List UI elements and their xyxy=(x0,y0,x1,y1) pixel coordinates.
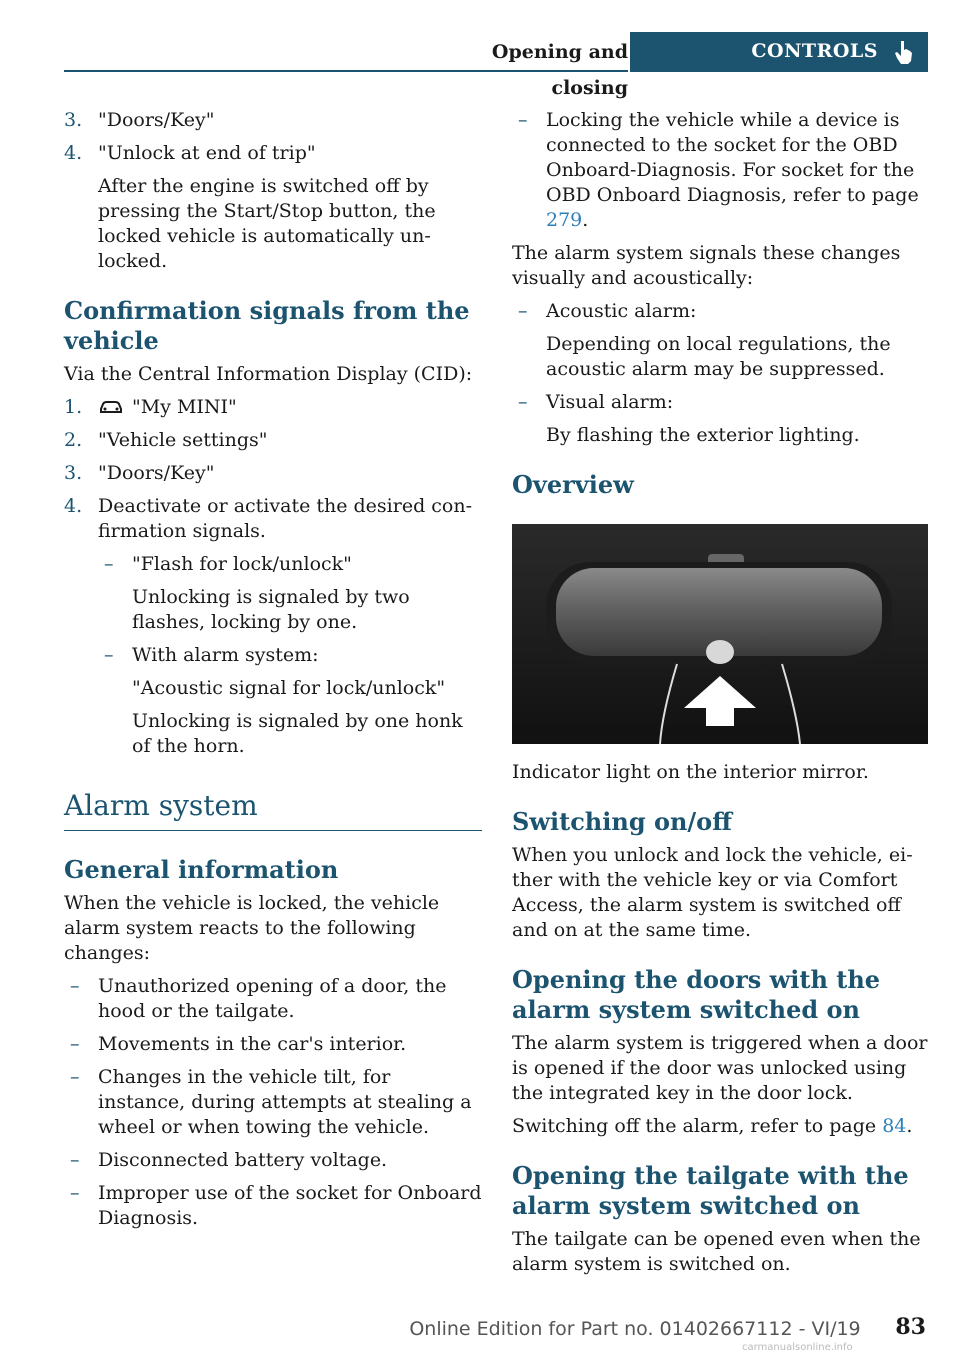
visual-alarm-description: By flashing the exterior lighting. xyxy=(546,424,860,446)
heading-overview: Overview xyxy=(512,470,634,499)
tailgate-text: The tailgate can be opened even when the alarm system is switched on. xyxy=(512,1228,921,1275)
interior-mirror-photo xyxy=(512,524,928,744)
heading-general-information: General information xyxy=(64,855,339,884)
page-number: 83 xyxy=(895,1314,926,1340)
list-item: 3. "Doors/Key" xyxy=(64,109,215,131)
list-item: – With alarm system: xyxy=(104,644,319,666)
list-item: – Changes in the vehicle tilt, for instance, during attempts at stealing a wheel or when towing the vehicle. xyxy=(70,1066,472,1138)
figure-caption: Indicator light on the interior mirror. xyxy=(512,761,869,783)
list-item: 4. Deactivate or activate the desired confirmation signals. xyxy=(64,495,473,542)
general-text: When the vehicle is locked, the vehicle alarm system reacts to the following changes: xyxy=(64,892,440,964)
car-icon xyxy=(98,399,124,415)
heading-alarm-system: Alarm system xyxy=(64,789,482,831)
hand-pointer-icon xyxy=(892,39,916,65)
watermark: carmanualsonline.info xyxy=(742,1342,853,1353)
list-item: – Improper use of the socket for Onboard Diagnosis. xyxy=(70,1182,482,1229)
page-link-84[interactable]: 84 xyxy=(882,1115,907,1137)
list-item: 1. "My MINI" xyxy=(64,396,237,418)
switch-off-text: Switching off the alarm, refer to page 84. xyxy=(512,1115,913,1137)
heading-switching: Switching on/off xyxy=(512,807,732,836)
list-item: – Movements in the car's interior. xyxy=(70,1033,407,1055)
doors-text: The alarm system is triggered when a door is opened if the door was unlocked using the integrated key in the door lock. xyxy=(512,1032,928,1104)
list-item: – Locking the vehicle while a device is connected to the socket for the OBD Onboard-Diagnosis. For socket for the OBD Onboard Diagnosis, refer to page 279. xyxy=(518,109,919,231)
section-title: Opening and closing xyxy=(491,41,628,99)
heading-opening-doors: Opening the doors with the alarm system switched on xyxy=(512,965,881,1024)
heading-opening-tailgate: Opening the tailgate with the alarm system switched on xyxy=(512,1161,909,1220)
acoustic-signal-setting: "Acoustic signal for lock/unlock" xyxy=(132,677,446,699)
list-item: – Disconnected battery voltage. xyxy=(70,1149,388,1171)
flash-description: Unlocking is signaled by two flashes, locking by one. xyxy=(132,586,410,633)
list-item: – "Flash for lock/unlock" xyxy=(104,553,352,575)
acoustic-description: Unlocking is signaled by one honk of the horn. xyxy=(132,710,463,757)
chapter-tab xyxy=(630,32,928,72)
header-rule xyxy=(64,70,628,72)
page-link-279[interactable]: 279 xyxy=(546,209,583,231)
list-item: 4. "Unlock at end of trip" xyxy=(64,142,316,164)
heading-confirmation: Confirmation signals from the vehicle xyxy=(64,296,470,355)
list-item: – Unauthorized opening of a door, the hood or the tailgate. xyxy=(70,975,447,1022)
acoustic-alarm-description: Depending on local regulations, the acoustic alarm may be suppressed. xyxy=(546,333,891,380)
list-item: 3. "Doors/Key" xyxy=(64,462,215,484)
list-item: – Acoustic alarm: xyxy=(518,300,697,322)
right-column xyxy=(512,108,928,1285)
list-item: 2. "Vehicle settings" xyxy=(64,429,268,451)
switching-text: When you unlock and lock the vehicle, either with the vehicle key or via Comfort Access, the alarm system is switched off and on at the same time. xyxy=(512,844,913,941)
via-cid-text: Via the Central Information Display (CID): xyxy=(64,363,473,385)
signals-text: The alarm system signals these changes visually and acoustically: xyxy=(512,242,901,289)
footer-edition: Online Edition for Part no. 01402667112 - VI/19 xyxy=(409,1318,861,1340)
unlock-description: After the engine is switched off by pressing the Start/Stop button, the locked vehicle is automatically unlocked. xyxy=(98,175,436,272)
left-column xyxy=(64,108,482,1239)
list-item: – Visual alarm: xyxy=(518,391,674,413)
chapter-label: CONTROLS xyxy=(751,40,878,62)
